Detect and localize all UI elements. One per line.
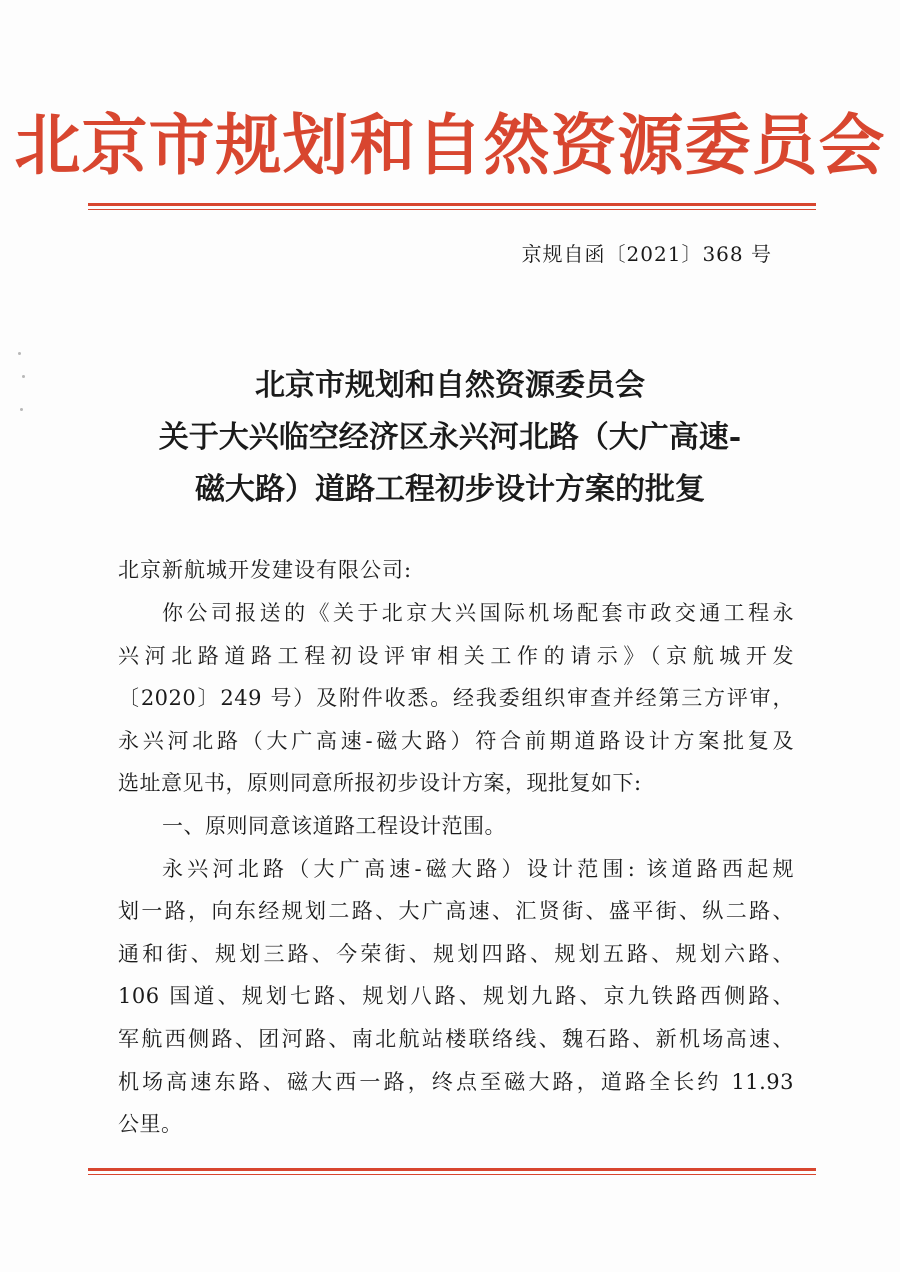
scan-speck (18, 352, 21, 355)
body-line: 机场高速东路、磁大西一路，终点至磁大路，道路全长约 11.93 (118, 1069, 794, 1094)
body-line: 永兴河北路（大广高速-磁大路）符合前期道路设计方案批复及 (118, 728, 794, 753)
top-rule-thick (88, 203, 816, 206)
body-line: 军航西侧路、团河路、南北航站楼联络线、魏石路、新机场高速、 (118, 1026, 794, 1051)
document-title (0, 360, 900, 516)
top-rule-thin (88, 209, 816, 210)
title-line-2: 关于大兴临空经济区永兴河北路（大广高速- (158, 420, 742, 455)
title-line-1: 北京市规划和自然资源委员会 (255, 368, 645, 403)
document-body (118, 592, 794, 1146)
body-line: 〔2020〕249 号）及附件收悉。经我委组织审查并经第三方评审， (118, 686, 794, 711)
document-number: 京规自函〔2021〕368 号 (521, 242, 772, 266)
section-heading: 一、原则同意该道路工程设计范围。 (162, 813, 506, 838)
body-line: 你公司报送的《关于北京大兴国际机场配套市政交通工程永 (162, 601, 794, 625)
body-line: 通和街、规划三路、今荣街、规划四路、规划五路、规划六路、 (118, 941, 794, 966)
body-line: 公里。 (118, 1112, 183, 1137)
bottom-red-rule (88, 1168, 816, 1175)
scan-speck (20, 408, 23, 411)
body-line: 兴河北路道路工程初设评审相关工作的请示》（京航城开发 (118, 643, 794, 668)
body-line: 划一路，向东经规划二路、大广高速、汇贤街、盛平街、纵二路、 (118, 899, 794, 924)
body-line: 选址意见书，原则同意所报初步设计方案，现批复如下: (118, 771, 642, 796)
letterhead-org-name: 北京市规划和自然资源委员会 (14, 106, 886, 184)
bottom-rule-thick (88, 1168, 816, 1171)
addressee: 北京新航城开发建设有限公司: (118, 558, 413, 582)
body-line: 永兴河北路（大广高速-磁大路）设计范围: 该道路西起规 (162, 856, 794, 881)
top-red-rule (88, 203, 816, 210)
body-line: 106 国道、规划七路、规划八路、规划九路、京九铁路西侧路、 (118, 984, 794, 1009)
title-line-3: 磁大路）道路工程初步设计方案的批复 (195, 472, 705, 507)
scan-speck (22, 375, 25, 378)
bottom-rule-thin (88, 1174, 816, 1175)
